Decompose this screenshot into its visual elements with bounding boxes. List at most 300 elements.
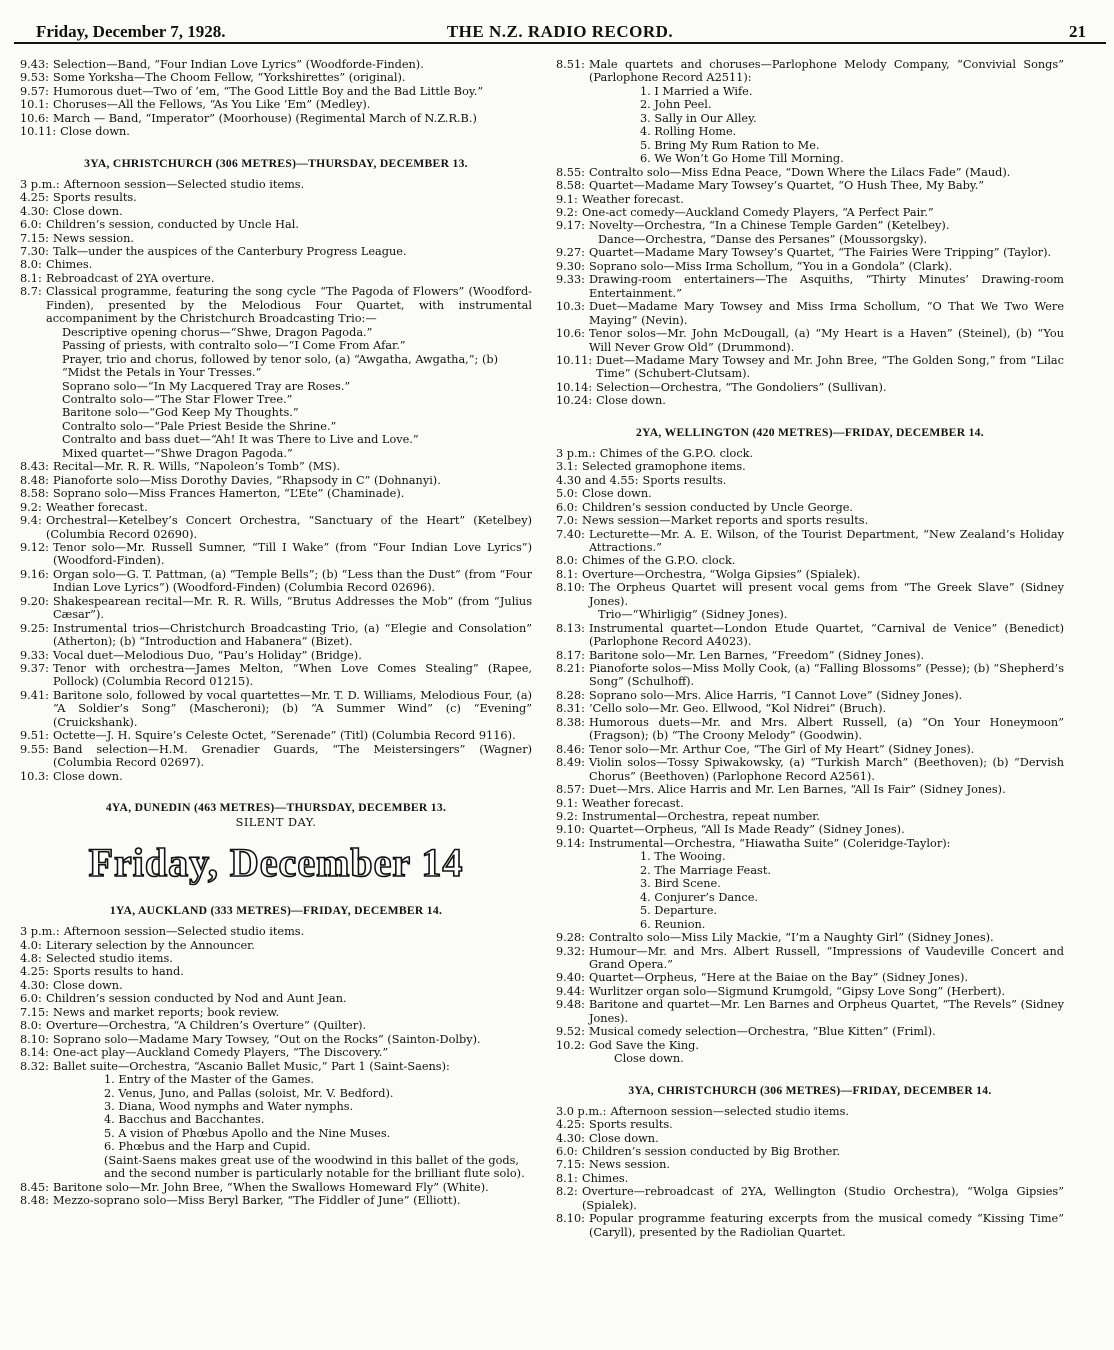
programme-entry (20, 770, 532, 783)
entry-text: Choruses—All the Fellows, “As You Like ’Em” (Medley). (52, 98, 371, 112)
entry-time: 3 p.m.: (20, 177, 60, 191)
entry-text: Some Yorksha—The Choom Fellow, “Yorkshirettes” (original). (52, 71, 406, 85)
right-column (556, 58, 1064, 1239)
entry-time: 7.40: (556, 527, 585, 541)
numbered-item: 6. We Won’t Go Home Till Morning. (640, 152, 844, 166)
entry-text: Band selection—H.M. Grenadier Guards, “The Meistersingers” (Wagner) (Columbia Record 02697). (52, 742, 532, 770)
programme-entry (20, 662, 532, 689)
programme-entry (20, 965, 532, 978)
entry-text: Selection—Band, “Four Indian Love Lyrics” (Woodforde-Finden). (52, 58, 424, 71)
entry-time: 7.15: (20, 231, 49, 245)
entry-time: 7.15: (556, 1158, 585, 1172)
entry-time: 9.27: (556, 246, 585, 260)
station-heading: 4YA, DUNEDIN (463 METRES)—THURSDAY, DECEMBER 13. (105, 801, 447, 815)
programme-entry (556, 622, 1064, 649)
entry-text: Quartet—Orpheus, “All Is Made Ready” (Sidney Jones). (588, 823, 905, 837)
programme-subitem: Descriptive opening chorus—“Shwe, Dragon Pagoda.” (62, 325, 373, 339)
entry-time: 9.48: (556, 998, 585, 1012)
station-heading: 3YA, CHRISTCHURCH (306 METRES)—THURSDAY, DECEMBER 13. (84, 156, 468, 170)
entry-time: 9.37: (20, 662, 49, 676)
entry-text: Sports results. (588, 1118, 673, 1132)
entry-time: 9.25: (20, 621, 49, 635)
entry-time: 9.17: (556, 219, 585, 233)
left-column (20, 58, 532, 1208)
programme-entry (20, 622, 532, 649)
programme-entry (556, 1185, 1064, 1212)
programme-entry (20, 979, 532, 992)
entry-time: 8.55: (556, 165, 585, 179)
programme-entry (556, 931, 1064, 944)
entry-text: Pianoforte solos—Miss Molly Cook, (a) “Falling Blossoms” (Pesse); (b) “Shepherd’s Song” (Schulhoff). (588, 662, 1064, 689)
programme-entry (556, 1118, 1064, 1131)
programme-subitem: Passing of priests, with contralto solo—“I Come From Afar.” (62, 339, 406, 353)
entry-text: Vocal duet—Melodious Duo, “Pau’s Holiday” (Bridge). (52, 648, 362, 662)
entry-text: Afternoon session—Selected studio items. (63, 925, 305, 939)
programme-entry (20, 1181, 532, 1194)
entry-text: Close down. (52, 769, 123, 783)
numbered-item: 4. Conjurer’s Dance. (640, 890, 759, 904)
entry-text: Soprano solo—Mrs. Alice Harris, “I Cannot Love” (Sidney Jones). (588, 688, 963, 702)
numbered-item: 1. The Wooing. (640, 850, 726, 864)
entry-time: 4.30: (20, 204, 49, 218)
entry-text: News session. (52, 231, 134, 245)
entry-text: Sports results. (642, 473, 727, 487)
entry-time: 8.10: (20, 1032, 49, 1046)
entry-text: Sports results to hand. (52, 965, 184, 979)
entry-text: Humour—Mr. and Mrs. Albert Russell, “Impressions of Vaudeville Concert and Grand Opera.” (588, 944, 1064, 971)
entry-time: 9.20: (20, 594, 49, 608)
entry-time: 8.14: (20, 1046, 49, 1060)
entry-time: 8.45: (20, 1180, 49, 1194)
entry-time: 9.2: (20, 500, 42, 514)
numbered-item: 2. John Peel. (640, 98, 712, 112)
programme-entry (556, 246, 1064, 259)
entry-time: 8.49: (556, 756, 585, 770)
entry-time: 9.1: (556, 796, 578, 810)
entry-text: Weather forecast. (46, 500, 148, 514)
entry-time: 10.11: (556, 353, 593, 367)
programme-entry (20, 258, 532, 271)
entry-text: Overture—rebroadcast of 2YA, Wellington (Studio Orchestra), “Wolga Gipsies” (Spialek). (582, 1185, 1064, 1212)
programme-entry (556, 1172, 1064, 1185)
numbered-item: 3. Diana, Wood nymphs and Water nymphs. (104, 1100, 354, 1113)
entry-text: Close down. (52, 978, 123, 992)
programme-entry (20, 474, 532, 487)
entry-text: Popular programme featuring excerpts from the musical comedy “Kissing Time” (Caryll), presented by the Radiolian Quartet. (588, 1212, 1064, 1239)
entry-time: 3 p.m.: (20, 925, 60, 939)
entry-text: News session. (588, 1158, 670, 1172)
entry-time: 6.0: (20, 218, 42, 232)
entry-time: 9.2: (556, 810, 578, 824)
programme-entry (556, 528, 1064, 555)
entry-time: 9.2: (556, 205, 578, 219)
programme-entry (20, 649, 532, 662)
entry-text: Duet—Mrs. Alice Harris and Mr. Len Barnes, “All Is Fair” (Sidney Jones). (588, 783, 1006, 797)
programme-entry (20, 272, 532, 285)
programme-subitem: Close down. (614, 1052, 684, 1066)
entry-text: Humorous duets—Mr. and Mrs. Albert Russell, (a) “On Your Honeymoon” (Fragson); (b) “The Croony Melody” (Goodwin). (588, 715, 1064, 743)
entry-time: 8.43: (20, 460, 49, 474)
entry-time: 5.0: (556, 487, 578, 501)
programme-entry (556, 568, 1064, 581)
programme-entry (20, 112, 532, 125)
entry-text: March — Band, “Imperator” (Moorhouse) (Regimental March of N.Z.R.B.) (52, 111, 477, 125)
entry-text: Soprano solo—Madame Mary Towsey, “Out on the Rocks” (Sainton-Dolby). (52, 1032, 481, 1046)
entry-time: 10.6: (20, 111, 49, 125)
programme-subitem: Contralto and bass duet—“Ah! It was There to Live and Love.” (62, 433, 419, 447)
entry-text: Male quartets and choruses—Parlophone Melody Company, “Convivial Songs” (Parlophone Record A2511): (588, 58, 1064, 85)
section-note: SILENT DAY. (235, 816, 317, 830)
entry-time: 9.33: (556, 273, 585, 287)
programme-entry (556, 823, 1064, 836)
programme-entry (556, 581, 1064, 608)
entry-text: News and market reports; book review. (52, 1005, 280, 1019)
entry-text: Baritone and quartet—Mr. Len Barnes and Orpheus Quartet, “The Revels” (Sidney Jones). (588, 998, 1064, 1025)
programme-entry (556, 1105, 1064, 1118)
programme-entry (556, 487, 1064, 500)
programme-entry (20, 514, 532, 541)
entry-text: Children’s session conducted by Big Brother. (582, 1144, 841, 1158)
entry-time: 9.52: (556, 1025, 585, 1039)
programme-entry (20, 85, 532, 98)
programme-entry (556, 945, 1064, 972)
entry-time: 8.7: (20, 285, 42, 299)
programme-entry (20, 245, 532, 258)
programme-entry (556, 985, 1064, 998)
entry-text: Sports results. (52, 191, 137, 205)
entry-text: One-act play—Auckland Comedy Players, “The Discovery.” (52, 1046, 389, 1060)
programme-entry (20, 568, 532, 595)
programme-entry (556, 381, 1064, 394)
programme-entry (556, 273, 1064, 300)
programme-entry (556, 837, 1064, 850)
entry-time: 8.58: (20, 487, 49, 501)
entry-text: News session—Market reports and sports results. (582, 514, 869, 528)
programme-entry (20, 939, 532, 952)
entry-time: 6.0: (20, 992, 42, 1006)
programme-subitem: Contralto solo—“The Star Flower Tree.” (62, 392, 293, 406)
programme-entry (556, 179, 1064, 192)
programme-entry (20, 218, 532, 231)
programme-entry (556, 1132, 1064, 1145)
entry-text: Instrumental quartet—London Etude Quartet, “Carnival de Venice” (Benedict) (Parlophone Record A4023). (588, 621, 1064, 649)
entry-time: 8.21: (556, 662, 585, 676)
entry-text: Tenor solo—Mr. Arthur Coe, “The Girl of My Heart” (Sidney Jones). (588, 742, 975, 756)
entry-text: Recital—Mr. R. R. Wills, “Napoleon’s Tomb” (MS). (52, 460, 341, 474)
programme-subitem: Dance—Orchestra, “Danse des Persanes” (Moussorgsky). (598, 232, 928, 246)
programme-subitem: Mixed quartet—“Shwe Dragon Pagoda.” (62, 446, 293, 460)
numbered-item: 5. A vision of Phœbus Apollo and the Nine Muses. (104, 1126, 391, 1140)
entry-time: 7.0: (556, 514, 578, 528)
entry-text: Afternoon session—selected studio items. (610, 1104, 850, 1118)
programme-subitem: Contralto solo—“Pale Priest Beside the Shrine.” (62, 419, 337, 433)
programme-subitem: Trio—“Whirligig” (Sidney Jones). (598, 608, 788, 622)
entry-text: Ballet suite—Orchestra, “Ascanio Ballet Music,” Part 1 (Saint-Saens): (52, 1059, 450, 1073)
entry-time: 9.40: (556, 971, 585, 985)
numbered-item: (Saint-Saens makes great use of the woodwind in this ballet of the gods, and the second number is particularly notable for the brilliant flute solo). (104, 1153, 525, 1181)
entry-text: Chimes of the G.P.O. clock. (582, 554, 736, 568)
entry-text: Selected gramophone items. (582, 460, 746, 474)
programme-entry (556, 1025, 1064, 1038)
entry-text: Baritone solo—Mr. Len Barnes, “Freedom” (Sidney Jones). (588, 648, 925, 662)
station-heading: 3YA, CHRISTCHURCH (306 METRES)—FRIDAY, DECEMBER 14. (628, 1083, 992, 1097)
entry-text: Afternoon session—Selected studio items. (63, 177, 305, 191)
entry-time: 8.46: (556, 742, 585, 756)
programme-entry (20, 952, 532, 965)
entry-time: 8.51: (556, 58, 585, 71)
entry-text: Weather forecast. (582, 796, 684, 810)
entry-text: Soprano solo—Miss Frances Hamerton, “L’Ete” (Chaminade). (52, 487, 405, 501)
entry-time: 10.1: (20, 98, 49, 112)
entry-text: Children’s session conducted by Uncle George. (582, 500, 853, 514)
numbered-item: 4. Bacchus and Bacchantes. (104, 1113, 265, 1127)
entry-text: Duet—Madame Mary Towsey and Mr. John Bree, “The Golden Song,” from “Lilac Time” (Schubert-Clutsam). (596, 353, 1064, 381)
entry-time: 9.33: (20, 648, 49, 662)
numbered-item: 3. Sally in Our Alley. (640, 111, 757, 125)
programme-entry (20, 178, 532, 191)
entry-text: Novelty—Orchestra, “In a Chinese Temple Garden” (Ketelbey). (588, 219, 950, 233)
entry-time: 6.0: (556, 500, 578, 514)
programme-entry (20, 285, 532, 325)
entry-time: 3 p.m.: (556, 446, 596, 460)
entry-text: Quartet—Orpheus, “Here at the Baiae on the Bay” (Sidney Jones). (588, 971, 968, 985)
page-number: 21 (1069, 22, 1086, 41)
day-title: Friday, December 14 (88, 840, 464, 886)
numbered-item: 4. Rolling Home. (640, 125, 737, 139)
programme-entry (20, 992, 532, 1005)
entry-text: The Orpheus Quartet will present vocal gems from “The Greek Slave” (Sidney Jones). (588, 581, 1064, 608)
entry-time: 10.24: (556, 394, 593, 408)
programme-entry (556, 797, 1064, 810)
entry-text: Mezzo-soprano solo—Miss Beryl Barker, “The Fiddler of June” (Elliott). (52, 1194, 461, 1208)
entry-text: Instrumental—Orchestra, “Hiawatha Suite” (Coleridge-Taylor): (588, 836, 951, 850)
programme-entry (556, 354, 1064, 381)
entry-time: 9.12: (20, 540, 49, 554)
entry-text: Contralto solo—Miss Lily Mackie, “I’m a Naughty Girl” (Sidney Jones). (588, 931, 994, 945)
entry-time: 9.43: (20, 58, 49, 71)
entry-time: 4.30: (556, 1131, 585, 1145)
entry-time: 10.3: (556, 300, 585, 314)
programme-entry (20, 191, 532, 204)
numbered-item: 1. I Married a Wife. (640, 84, 753, 98)
entry-time: 9.10: (556, 823, 585, 837)
entry-text: God Save the King. (588, 1038, 699, 1052)
entry-time: 7.15: (20, 1005, 49, 1019)
programme-entry (556, 649, 1064, 662)
entry-time: 8.1: (556, 1171, 578, 1185)
programme-entry (20, 1006, 532, 1019)
entry-time: 10.3: (20, 769, 49, 783)
programme-entry (556, 1145, 1064, 1158)
entry-time: 8.10: (556, 581, 585, 595)
programme-entry (556, 998, 1064, 1025)
entry-text: Orchestral—Ketelbey’s Concert Orchestra, “Sanctuary of the Heart” (Ketelbey) (Columbia Record 02690). (46, 514, 532, 541)
entry-time: 9.1: (556, 192, 578, 206)
programme-entry (20, 689, 532, 729)
publication-title: THE N.Z. RADIO RECORD. (446, 22, 674, 41)
entry-text: Instrumental trios—Christchurch Broadcasting Trio, (a) “Elegie and Consolation” (Atherton); (b) “Introduction and Habanera” (Bizet). (52, 621, 532, 649)
entry-text: Weather forecast. (582, 192, 684, 206)
programme-entry (556, 702, 1064, 715)
programme-entry (556, 1039, 1064, 1052)
programme-entry (556, 689, 1064, 702)
entry-time: 8.2: (556, 1185, 578, 1199)
programme-entry (20, 1033, 532, 1046)
entry-text: Children’s session conducted by Nod and Aunt Jean. (46, 992, 347, 1006)
programme-subitem: Baritone solo—“God Keep My Thoughts.” (62, 406, 299, 420)
numbered-item: 6. Reunion. (640, 917, 706, 931)
entry-time: 8.0: (556, 554, 578, 568)
entry-time: 8.1: (556, 567, 578, 581)
entry-text: Humorous duet—Two of ’em, “The Good Little Boy and the Bad Little Boy.” (52, 84, 484, 98)
entry-text: Duet—Madame Mary Towsey and Miss Irma Schollum, “O That We Two Were Maying” (Nevin). (588, 300, 1064, 327)
entry-time: 8.0: (20, 1019, 42, 1033)
programme-entry (20, 487, 532, 500)
entry-text: Tenor solos—Mr. John McDougall, (a) “My Heart is a Haven” (Steinel), (b) “You Will Never Grow Old” (Drummond). (588, 327, 1064, 354)
entry-text: Literary selection by the Announcer. (46, 938, 255, 952)
entry-text: Contralto solo—Miss Edna Peace, “Down Where the Lilacs Fade” (Maud). (588, 165, 1011, 179)
programme-entry (20, 1194, 532, 1207)
entry-time: 9.41: (20, 688, 49, 702)
entry-text: Tenor with orchestra—James Melton, “When Love Comes Stealing” (Rapee, Pollock) (Columbia Record 01215). (52, 662, 532, 689)
entry-text: Instrumental—Orchestra, repeat number. (582, 810, 821, 824)
programme-subitem: Soprano solo—“In My Lacquered Tray are Roses.” (62, 379, 351, 393)
programme-entry (556, 971, 1064, 984)
programme-entry (556, 743, 1064, 756)
entry-time: 9.53: (20, 71, 49, 85)
entry-time: 8.57: (556, 783, 585, 797)
programme-entry (20, 743, 532, 770)
entry-text: Organ solo—G. T. Pattman, (a) “Temple Bells”; (b) “Less than the Dust” (from “Four Indian Love Lyrics”) (Woodford-Finden) (Columbia Record 02696). (52, 567, 532, 595)
numbered-item: 5. Departure. (640, 904, 717, 918)
entry-text: Overture—Orchestra, “A Children’s Overture” (Quilter). (46, 1019, 367, 1033)
programme-entry (556, 716, 1064, 743)
programme-entry (20, 98, 532, 111)
programme-entry (556, 193, 1064, 206)
entry-text: Chimes. (582, 1171, 629, 1185)
programme-subitem: Prayer, trio and chorus, followed by tenor solo, (a) “Awgatha, Awgatha,”; (b) “Midst the Petals in Your Tresses.” (62, 352, 498, 380)
entry-text: One-act comedy—Auckland Comedy Players, “A Perfect Pair.” (582, 205, 934, 219)
entry-text: Musical comedy selection—Orchestra, “Blue Kitten” (Friml). (588, 1025, 936, 1039)
entry-text: Classical programme, featuring the song cycle “The Pagoda of Flowers” (Woodford-Finden), presented by the Melodious Four Quartet, with instrumental accompaniment by the Christchurch Broadcasting Trio:— (46, 285, 532, 326)
entry-time: 3.0 p.m.: (556, 1104, 607, 1118)
entry-text: Children’s session, conducted by Uncle Hal. (46, 218, 299, 232)
entry-text: Close down. (60, 125, 130, 139)
entry-time: 8.32: (20, 1059, 49, 1073)
entry-time: 4.30: (20, 978, 49, 992)
entry-time: 8.48: (20, 473, 49, 487)
programme-entry (20, 1060, 532, 1073)
entry-text: Shakespearean recital—Mr. R. R. Wills, “Brutus Addresses the Mob” (from “Julius Cæsar”). (52, 594, 532, 622)
programme-entry (556, 474, 1064, 487)
entry-text: Drawing-room entertainers—The Asquiths, “Thirty Minutes’ Drawing-room Entertainment.” (588, 273, 1064, 300)
entry-time: 3.1: (556, 460, 578, 474)
entry-time: 8.58: (556, 179, 585, 193)
programme-entry (556, 206, 1064, 219)
entry-time: 10.11: (20, 125, 57, 139)
numbered-item: 6. Phœbus and the Harp and Cupid. (104, 1140, 311, 1154)
entry-time: 10.2: (556, 1038, 585, 1052)
entry-text: Chimes of the G.P.O. clock. (599, 446, 754, 460)
entry-text: Lecturette—Mr. A. E. Wilson, of the Tourist Department, “New Zealand’s Holiday Attractions.” (588, 527, 1064, 554)
entry-time: 9.4: (20, 514, 42, 528)
programme-entry (20, 71, 532, 84)
numbered-item: 3. Bird Scene. (640, 877, 721, 891)
entry-time: 9.16: (20, 567, 49, 581)
entry-text: Rebroadcast of 2YA overture. (46, 271, 215, 285)
entry-time: 7.30: (20, 244, 49, 258)
programme-entry (20, 501, 532, 514)
entry-text: Close down. (52, 204, 123, 218)
entry-time: 8.13: (556, 621, 585, 635)
programme-entry (556, 58, 1064, 85)
entry-text: Overture—Orchestra, “Wolga Gipsies” (Spialek). (582, 567, 861, 581)
programme-entry (556, 662, 1064, 689)
entry-text: Violin solos—Tossy Spiwakowsky, (a) “Turkish March” (Beethoven); (b) “Dervish Chorus” (Beethoven) (Parlophone Record A2561). (588, 756, 1064, 783)
programme-entry (556, 447, 1064, 460)
entry-text: Talk—under the auspices of the Canterbury Progress League. (52, 244, 407, 258)
entry-time: 8.48: (20, 1194, 49, 1208)
programme-entry (20, 541, 532, 568)
entry-text: Wurlitzer organ solo—Sigmund Krumgold, “Gipsy Love Song” (Herbert). (588, 984, 1006, 998)
programme-entry (20, 1046, 532, 1059)
entry-time: 4.25: (20, 191, 49, 205)
entry-time: 9.14: (556, 836, 585, 850)
numbered-item: 2. The Marriage Feast. (640, 863, 771, 877)
entry-text: Baritone solo, followed by vocal quartettes—Mr. T. D. Williams, Melodious Four, (a) “A Soldier’s Song” (Mascheroni); (b) “A Summer Wind” (c) “Evening” (Cruickshank). (52, 688, 532, 729)
programme-entry (20, 595, 532, 622)
programme-entry (20, 925, 532, 938)
entry-time: 8.28: (556, 688, 585, 702)
programme-entry (20, 729, 532, 742)
entry-text: Quartet—Madame Mary Towsey’s Quartet, “O Hush Thee, My Baby.” (588, 179, 985, 193)
entry-text: Close down. (596, 394, 666, 408)
entry-text: Octette—J. H. Squire’s Celeste Octet, “Serenade” (Titl) (Columbia Record 9116). (52, 729, 516, 743)
numbered-item: 5. Bring My Rum Ration to Me. (640, 138, 820, 152)
programme-entry (556, 300, 1064, 327)
programme-entry (20, 205, 532, 218)
programme-entry (20, 58, 532, 71)
entry-text: Close down. (582, 487, 652, 501)
entry-time: 4.25: (556, 1118, 585, 1132)
entry-text: Selected studio items. (46, 952, 173, 966)
entry-time: 8.1: (20, 271, 42, 285)
programme-entry (556, 1212, 1064, 1239)
programme-entry (556, 810, 1064, 823)
station-heading: 1YA, AUCKLAND (333 METRES)—FRIDAY, DECEMBER 14. (109, 904, 443, 918)
entry-text: Close down. (588, 1131, 659, 1145)
entry-time: 9.55: (20, 742, 49, 756)
entry-time: 9.32: (556, 944, 585, 958)
programme-entry (556, 514, 1064, 527)
programme-entry (556, 1158, 1064, 1171)
programme-entry (556, 260, 1064, 273)
entry-text: Quartet—Madame Mary Towsey’s Quartet, “The Fairies Were Tripping” (Taylor). (588, 246, 1052, 260)
entry-time: 4.25: (20, 965, 49, 979)
entry-time: 8.38: (556, 715, 585, 729)
entry-time: 8.31: (556, 702, 585, 716)
entry-time: 8.17: (556, 648, 585, 662)
programme-entry (556, 219, 1064, 232)
programme-entry (556, 394, 1064, 407)
entry-time: 4.0: (20, 938, 42, 952)
programme-entry (556, 783, 1064, 796)
programme-entry (20, 460, 532, 473)
programme-entry (20, 125, 532, 138)
entry-text: Tenor solo—Mr. Russell Sumner, “Till I Wake” (from “Four Indian Love Lyrics”) (Woodford-Finden). (52, 540, 532, 568)
numbered-item: 2. Venus, Juno, and Pallas (soloist, Mr. V. Bedford). (104, 1086, 394, 1100)
programme-entry (556, 554, 1064, 567)
